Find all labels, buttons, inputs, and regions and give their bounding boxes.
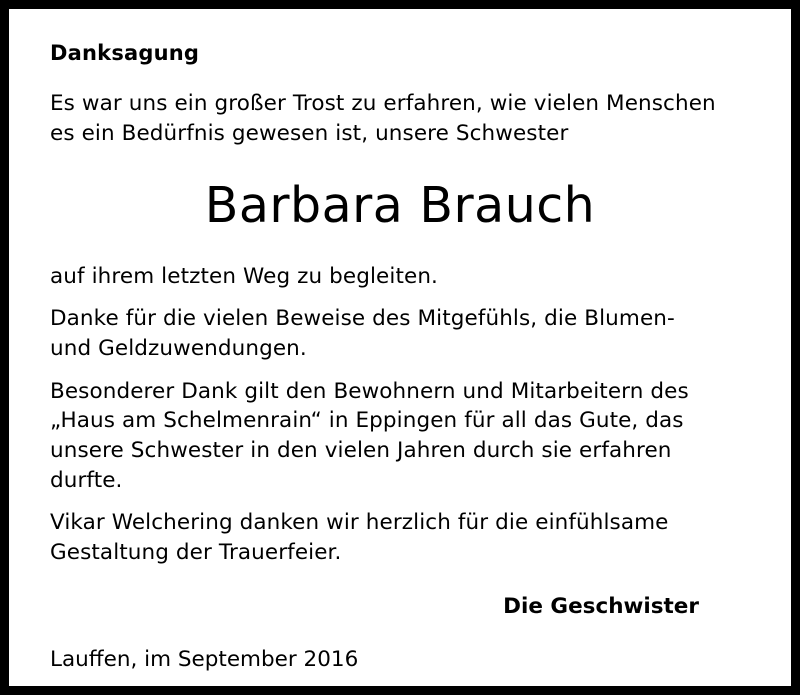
thanks-line-2: und Geldzuwendungen. [50, 336, 307, 362]
special-line-3: unsere Schwester in den vielen Jahren durch sie erfahren [50, 438, 672, 464]
intro-line-2: es ein Bedürfnis gewesen ist, unsere Schwester [50, 120, 569, 146]
special-line-1: Besonderer Dank gilt den Bewohnern und Mitarbeitern des [50, 378, 689, 404]
signoff: Die Geschwister [503, 593, 699, 619]
special-thanks-paragraph [50, 377, 755, 496]
deceased-name: Barbara Brauch [204, 177, 596, 235]
vikar-line-2: Gestaltung der Trauerfeier. [50, 540, 342, 565]
thanks-line-1: Danke für die vielen Beweise des Mitgefühls, die Blumen- [50, 306, 675, 332]
place-and-date: Lauffen, im September 2016 [50, 646, 359, 672]
vikar-paragraph [50, 508, 755, 567]
intro-paragraph [50, 89, 755, 148]
vikar-line-1: Vikar Welchering danken wir herzlich für die einfühlsame [50, 510, 669, 536]
special-line-2: „Haus am Schelmenrain“ in Eppingen für all das Gute, das [50, 408, 684, 434]
special-line-4: durfte. [50, 467, 123, 493]
notice-heading: Danksagung [50, 41, 200, 65]
after-name-line: auf ihrem letzten Weg zu begleiten. [50, 263, 438, 289]
thanks-paragraph [50, 304, 755, 363]
obituary-content [45, 41, 755, 672]
intro-line-1: Es war uns ein großer Trost zu erfahren, wie vielen Menschen [50, 91, 716, 116]
